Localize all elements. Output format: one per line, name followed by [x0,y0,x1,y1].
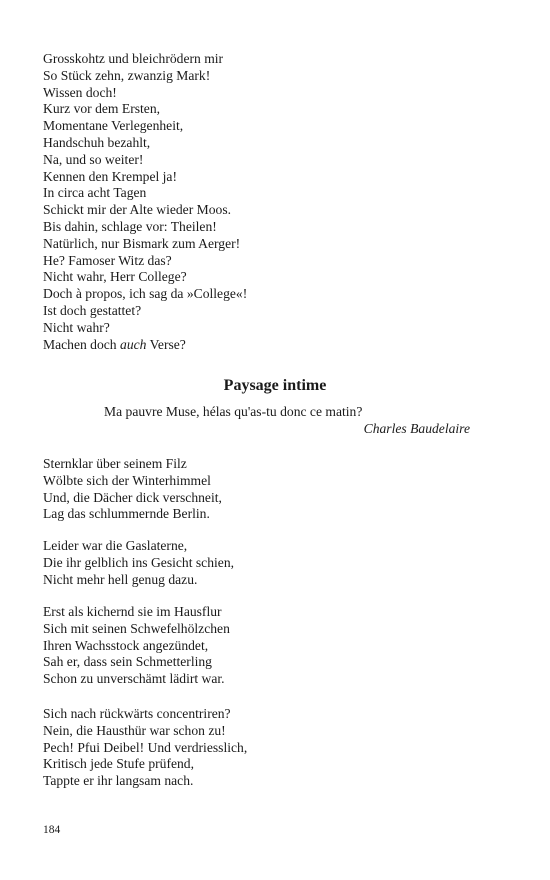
verse-line: Sich mit seinen Schwefelhölzchen [43,620,230,636]
verse-line: Natürlich, nur Bismark zum Aerger! [43,235,241,251]
verse-text: Verse? [146,336,186,352]
verse-line: In circa acht Tagen [43,185,147,201]
verse-line: So Stück zehn, zwanzig Mark! [43,67,211,83]
verse-line: Handschuh bezahlt, [43,134,151,150]
stanza-1 [43,456,513,523]
verse-line: Nicht wahr, Herr College? [43,269,187,285]
verse-line: Pech! Pfui Deibel! Und verdriesslich, [43,739,248,755]
verse-line: Sternklar über seinem Filz [43,456,187,471]
verse-line-last [43,337,513,354]
epigraph-author: Charles Baudelaire [363,421,470,436]
previous-poem-ending [43,51,513,353]
verse-line: He? Famoser Witz das? [43,252,172,268]
verse-line: Sich nach rückwärts concentriren? [43,706,231,721]
verse-text: Machen doch [43,336,121,352]
epigraph [104,403,470,437]
stanza-2 [43,538,513,588]
stanza-3 [43,604,513,688]
verse-line: Ist doch gestattet? [43,302,142,318]
verse-line: Leider war die Gaslaterne, [43,538,188,553]
verse-line: Momentane Verlegenheit, [43,118,184,134]
verse-line: Und, die Dächer dick verschneit, [43,489,222,505]
poem-title: Paysage intime [223,377,327,394]
verse-line: Erst als kichernd sie im Hausflur [43,604,222,619]
verse-line: Nicht mehr hell genug dazu. [43,571,198,587]
verse-line: Lag das schlummernde Berlin. [43,506,210,522]
page-number: 184 [43,824,61,836]
verse-line: Wölbte sich der Winterhimmel [43,472,211,488]
verse-line: Schickt mir der Alte wieder Moos. [43,202,232,218]
verse-line: Kurz vor dem Ersten, [43,101,161,117]
verse-emphasis: auch [120,336,147,352]
verse-line: Bis dahin, schlage vor: Theilen! [43,218,217,234]
verse-line: Ihren Wachsstock angezündet, [43,637,209,653]
verse-line: Na, und so weiter! [43,151,144,167]
epigraph-text: Ma pauvre Muse, hélas qu'as-tu donc ce matin? [104,404,363,419]
verse-line: Wissen doch! [43,84,117,100]
verse-line: Schon zu unverschämt lädirt war. [43,671,225,687]
verse-line: Doch à propos, ich sag da »College«! [43,286,248,302]
verse-line: Sah er, dass sein Schmetterling [43,654,212,670]
verse-line: Nicht wahr? [43,319,110,335]
verse-line: Grosskohtz und bleichrödern mir [43,51,224,66]
stanza-4 [43,706,513,790]
verse-line: Kennen den Krempel ja! [43,168,177,184]
verse-line: Tappte er ihr langsam nach. [43,773,194,789]
verse-line: Die ihr gelblich ins Gesicht schien, [43,554,235,570]
verse-line: Nein, die Hausthür war schon zu! [43,722,226,738]
verse-line: Kritisch jede Stufe prüfend, [43,756,194,772]
